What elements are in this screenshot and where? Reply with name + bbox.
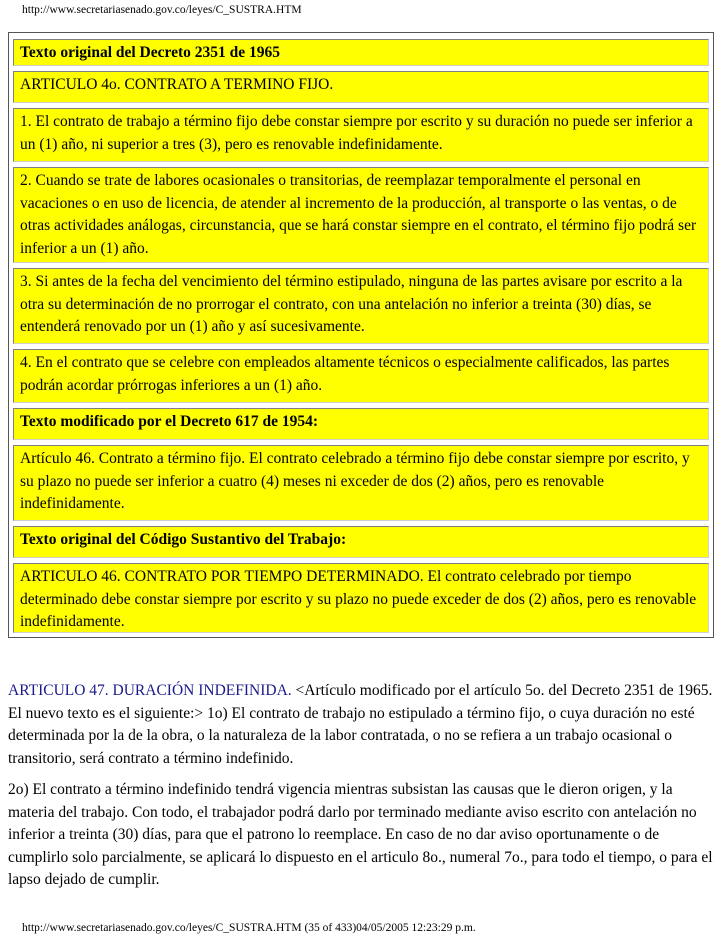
footer-url: http://www.secretariasenado.gov.co/leyes/C_SUSTRA.HTM (35 of 433)04/05/2005 12:23:29 p.m. bbox=[22, 922, 476, 934]
cell-heading-codigo-original: Texto original del Código Sustantivo del Trabajo: bbox=[13, 526, 709, 558]
cell-heading-decreto-2351: Texto original del Decreto 2351 de 1965 bbox=[13, 39, 709, 66]
cell-numeral-4: 4. En el contrato que se celebre con empleados altamente técnicos o especialmente calificados, las partes podrán acordar prórrogas inferiores a un (1) año. bbox=[13, 349, 709, 403]
cell-articulo-46-original: ARTICULO 46. CONTRATO POR TIEMPO DETERMINADO. El contrato celebrado por tiempo determinado debe constar siempre por escrito y su plazo no puede exceder de dos (2) años, pero es renovable indefinidamente. bbox=[13, 563, 709, 633]
cell-heading-decreto-617: Texto modificado por el Decreto 617 de 1954: bbox=[13, 408, 709, 440]
article-47-para1-text: <Artículo modificado por el artículo 5o. del Decreto 2351 de 1965. El nuevo texto es el siguiente:> 1o) El contrato de trabajo no estipulado a término fijo, o cuya duración no esté determinada por la de la obra, o la naturaleza de la labor contratada, o no se refiera a un trabajo ocasional o transitorio, será contrato a término indefinido. bbox=[8, 682, 713, 767]
notes-table bbox=[9, 33, 713, 637]
article-47-paragraph-2: 2o) El contrato a término indefinido tendrá vigencia mientras subsistan las causas que le dieron origen, y la materia del trabajo. Con todo, el trabajador podrá darlo por terminado mediante aviso escrito con antelación no inferior a treinta (30) días, para que el patrono lo reemplace. En caso de no dar aviso oportunamente o de cumplirlo solo parcialmente, se aplicará lo dispuesto en el articulo 8o., numeral 7o., para todo el tiempo, o para el lapso dejado de cumplir. bbox=[8, 781, 713, 888]
cell-articulo-46-modificado: Artículo 46. Contrato a término fijo. El contrato celebrado a término fijo debe constar siempre por escrito, y su plazo no puede ser inferior a cuatro (4) meses ni exceder de dos (2) años, pero es renovable indefinidamente. bbox=[13, 445, 709, 521]
article-47-paragraph-1 bbox=[8, 680, 720, 770]
article-47-heading: ARTICULO 47. DURACIÓN INDEFINIDA. bbox=[8, 682, 292, 699]
cell-articulo-4o: ARTICULO 4o. CONTRATO A TERMINO FIJO. bbox=[13, 71, 709, 103]
yellow-box bbox=[8, 32, 714, 638]
cell-numeral-1: 1. El contrato de trabajo a término fijo debe constar siempre por escrito y su duración no puede ser inferior a un (1) año, ni superior a tres (3), pero es renovable indefinidamente. bbox=[13, 108, 709, 162]
cell-numeral-2: 2. Cuando se trate de labores ocasionales o transitorias, de reemplazar temporalmente el personal en vacaciones o en uso de licencia, de atender al incremento de la producción, al transporte o las ventas, o de otras actividades análogas, circunstancia, que se hará constar siempre en el contrato, el término fijo podrá ser inferior a un (1) año. bbox=[13, 167, 709, 263]
header-url: http://www.secretariasenado.gov.co/leyes/C_SUSTRA.HTM bbox=[22, 4, 302, 16]
cell-numeral-3: 3. Si antes de la fecha del vencimiento del término estipulado, ninguna de las partes avisare por escrito a la otra su determinación de no prorrogar el contrato, con una antelación no inferior a treinta (30) días, se entenderá renovado por un (1) año y así sucesivamente. bbox=[13, 268, 709, 344]
